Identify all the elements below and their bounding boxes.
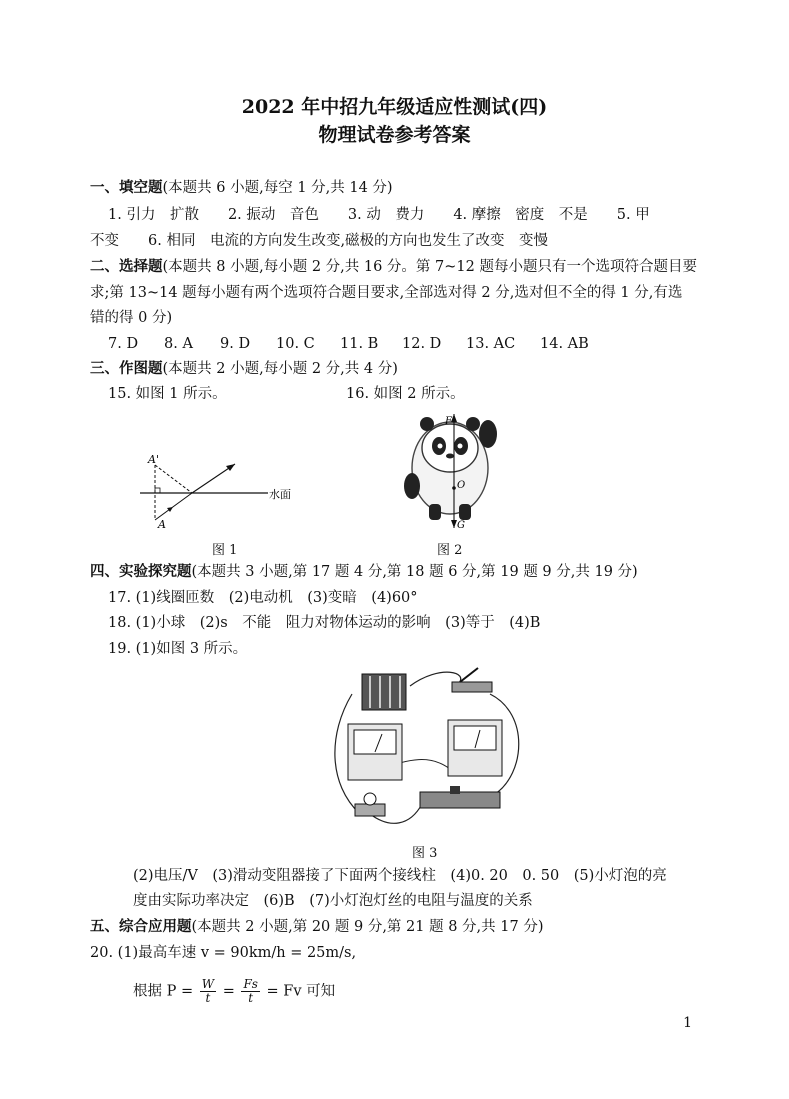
- section-2-title: 二、选择题: [90, 258, 163, 275]
- fraction-fs-over-t: [241, 978, 259, 1005]
- formula-prefix: 根据 P =: [133, 983, 194, 1000]
- question-19-part-3: 度由实际功率决定 (6)B (7)小灯泡灯丝的电阻与温度的关系: [133, 893, 533, 909]
- question-18: 18. (1)小球 (2)s 不能 阻力对物体运动的影响 (3)等于 (4)B: [108, 615, 541, 631]
- section-5-title: 五、综合应用题: [90, 918, 192, 935]
- formula-equals-1: =: [222, 983, 235, 1000]
- rheostat-slider: [450, 786, 460, 794]
- mascot-left-arm: [404, 473, 420, 499]
- page-title: 2022 年中招九年级适应性测试(四): [241, 96, 548, 118]
- question-20-line-1: 20. (1)最高车速 v = 90km/h = 25m/s,: [90, 945, 357, 961]
- fraction-1-numerator: W: [201, 977, 215, 991]
- section-3-title: 三、作图题: [90, 360, 163, 377]
- section-2-note-line-2: 求;第 13~14 题每小题有两个选项符合题目要求,全部选对得 2 分,选对但不全的得 1 分,有选: [90, 285, 683, 301]
- section-1-title: 一、填空题: [90, 179, 163, 196]
- answer-8: 8. A: [164, 336, 193, 352]
- section-1-answers-line-2: 不变 6. 相同 电流的方向发生改变,磁极的方向也发生了改变 变慢: [90, 233, 549, 249]
- mascot-right-leg: [459, 504, 471, 520]
- section-1-note: (本题共 6 小题,每空 1 分,共 14 分): [162, 180, 393, 196]
- section-4-title: 四、实验探究题: [90, 563, 192, 580]
- switch-base: [452, 682, 492, 692]
- section-5-note: (本题共 2 小题,第 20 题 9 分,第 21 题 8 分,共 17 分): [191, 919, 544, 935]
- answer-7: 7. D: [108, 336, 139, 352]
- mascot-left-leg: [429, 504, 441, 520]
- mascot-right-ear: [466, 417, 480, 431]
- fraction-w-over-t: [200, 978, 216, 1005]
- figure-2-mascot-force-diagram: [395, 406, 505, 534]
- label-o: O: [457, 480, 466, 491]
- figure-3-circuit-diagram: [330, 664, 530, 830]
- extended-ray-dashed: [155, 465, 192, 493]
- label-g: G: [457, 520, 465, 531]
- rheostat: [420, 792, 500, 808]
- fraction-2-denominator: t: [248, 991, 254, 1005]
- lamp-bulb: [364, 793, 376, 805]
- mascot-right-eye: [458, 444, 463, 449]
- figure-2-caption: 图 2: [437, 543, 463, 558]
- switch-lever: [460, 668, 478, 682]
- section-2-heading: [90, 257, 697, 277]
- question-16: 16. 如图 2 所示。: [346, 386, 465, 402]
- mascot-head: [422, 424, 478, 472]
- figure-1-caption: 图 1: [212, 543, 238, 558]
- section-1-answers-line-1: 1. 引力 扩散 2. 振动 音色 3. 动 费力 4. 摩擦 密度 不是 5. 甲: [108, 207, 650, 223]
- incident-ray: [155, 493, 192, 520]
- formula-suffix: 可知: [306, 983, 336, 1000]
- section-2-answers: [108, 334, 600, 354]
- section-4-heading: [90, 562, 638, 582]
- section-1-heading: [90, 178, 393, 198]
- label-f: F: [445, 416, 452, 427]
- mascot-left-eye: [438, 444, 443, 449]
- section-2-note-line-3: 错的得 0 分): [90, 310, 173, 326]
- label-a: A: [158, 518, 166, 531]
- mascot-nose: [446, 454, 454, 459]
- voltmeter-dial: [354, 730, 396, 754]
- question-19-part-1: 19. (1)如图 3 所示。: [108, 641, 248, 657]
- page-subtitle: 物理试卷参考答案: [318, 124, 471, 146]
- mascot-left-ear: [420, 417, 434, 431]
- center-point-o: [452, 486, 456, 490]
- right-angle-mark: [155, 488, 160, 493]
- label-a-prime: A': [148, 453, 159, 466]
- section-3-heading: [90, 359, 398, 379]
- answer-9: 9. D: [220, 336, 251, 352]
- figure-1-reflection-diagram: [140, 450, 310, 535]
- answer-12: 12. D: [402, 336, 442, 352]
- formula-equals-fv: = Fv: [266, 983, 302, 1000]
- question-20-formula: [133, 978, 335, 1005]
- label-water-surface: 水面: [269, 488, 291, 501]
- reflected-ray-arrow: [226, 464, 235, 471]
- question-19-part-2: (2)电压/V (3)滑动变阻器接了下面两个接线柱 (4)0. 20 0. 50 (5)小灯泡的亮: [133, 868, 667, 884]
- question-15: 15. 如图 1 所示。: [108, 386, 227, 402]
- figure-3-caption: 图 3: [412, 846, 438, 861]
- section-4-note: (本题共 3 小题,第 17 题 4 分,第 18 题 6 分,第 19 题 9 分,共 19 分): [191, 564, 638, 580]
- section-3-note: (本题共 2 小题,每小题 2 分,共 4 分): [162, 361, 398, 377]
- question-17: 17. (1)线圈匝数 (2)电动机 (3)变暗 (4)60°: [108, 590, 418, 606]
- fraction-2-numerator: Fs: [243, 977, 258, 991]
- page-number: 1: [683, 1015, 692, 1031]
- section-5-heading: [90, 917, 543, 937]
- answer-10: 10. C: [276, 336, 315, 352]
- incident-ray-arrow: [167, 507, 173, 512]
- lamp-base: [355, 804, 385, 816]
- answer-11: 11. B: [340, 336, 379, 352]
- section-2-note-line-1: (本题共 8 小题,每小题 2 分,共 16 分。第 7~12 题每小题只有一个选项符合题目要: [162, 259, 697, 275]
- fraction-1-denominator: t: [205, 991, 211, 1005]
- answer-13: 13. AC: [466, 336, 516, 352]
- mascot-raised-arm: [479, 420, 497, 448]
- answer-14: 14. AB: [540, 336, 589, 352]
